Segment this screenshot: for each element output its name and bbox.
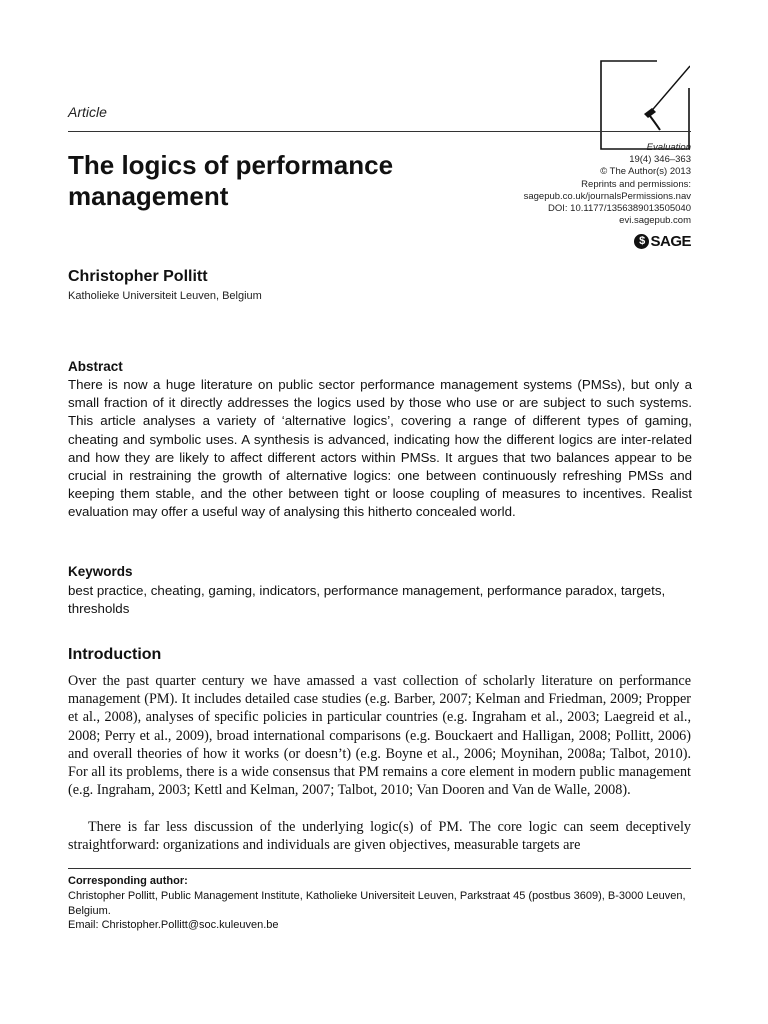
corresponding-email[interactable]: Email: Christopher.Pollitt@soc.kuleuven.be xyxy=(68,919,279,931)
corresponding-author-heading: Corresponding author: xyxy=(68,875,188,887)
journal-site[interactable]: evi.sagepub.com xyxy=(619,215,691,227)
keywords-text: best practice, cheating, gaming, indicators, performance management, performance paradox, targets, thresholds xyxy=(68,583,666,616)
body-paragraph: Over the past quarter century we have amassed a vast collection of scholarly literature on performance management (PM). It includes detailed case studies (e.g. Barber, 2007; Kelman and Friedman, 2009; Propper et al., 2008), analyses of specific policies in particular countries (e.g. Ingraham et al., 2003; Laegreid et al., 2008; Perry et al., 2009), broad international comparisons (e.g. Bouckaert and Halligan, 2008; Pollitt, 2006) and overall theories of how it works (or doesn’t) (e.g. Boyne et al., 2006; Moynihan, 2008a; Talbot, 2010). For all its problems, there is a wide consensus that PM remains a core element in modern public management (e.g. Ingraham, 2003; Kettl and Kelman, 2007; Talbot, 2010; Van Dooren and Van de Walle, 2008). xyxy=(68,673,691,799)
abstract-text: There is now a huge literature on public sector performance management systems (PMSs), but only a small fraction of it directly addresses the logics used by those who use or are subject to such systems. This article analyses a variety of ‘alternative logics’, covering a range of different types of gaming, cheating and symbolic uses. A synthesis is advanced, indicating how the different logics are inter-related and how they are likely to affect different actors within PMSs. It argues that two balances appear to be crucial in restraining the growth of alternative logics: one between continuously refreshing PMSs and keeping them stable, and the other between tight or loose coupling of measures to incentives. Realist evaluation may offer a useful way of analysing this hitherto concealed world. xyxy=(68,377,692,520)
author-affiliation: Katholieke Universiteit Leuven, Belgium xyxy=(68,290,262,302)
journal-logo-icon xyxy=(600,60,690,150)
volume-pages: 19(4) 346–363 xyxy=(629,154,691,166)
sage-circle-icon: $ xyxy=(634,234,649,249)
abstract-heading: Abstract xyxy=(68,359,123,374)
copyright: © The Author(s) 2013 xyxy=(600,166,691,178)
header-divider xyxy=(68,131,691,132)
body-paragraph: There is far less discussion of the underlying logic(s) of PM. The core logic can seem deceptively straightforward: organizations and individuals are given objectives, measurable targets are xyxy=(68,819,691,854)
corresponding-address: Christopher Pollitt, Public Management Institute, Katholieke Universiteit Leuven, Parkstraat 45 (postbus 3609), B-3000 Leuven, Belgium. xyxy=(68,890,686,917)
author-name: Christopher Pollitt xyxy=(68,268,208,285)
paper-title: The logics of performance management xyxy=(68,150,394,211)
permissions-link[interactable]: sagepub.co.uk/journalsPermissions.nav xyxy=(523,190,691,202)
article-type-label: Article xyxy=(68,104,107,120)
journal-meta xyxy=(524,142,691,227)
footnote-divider xyxy=(68,868,691,869)
sage-wordmark: SAGE xyxy=(650,233,691,250)
keywords-heading: Keywords xyxy=(68,564,133,579)
section-heading-introduction: Introduction xyxy=(68,646,162,663)
doi[interactable]: DOI: 10.1177/1356389013505040 xyxy=(548,203,691,215)
journal-name: Evaluation xyxy=(646,142,691,153)
reprints-label: Reprints and permissions: xyxy=(581,178,691,190)
corresponding-author-details xyxy=(68,889,691,933)
sage-logo xyxy=(634,233,691,250)
